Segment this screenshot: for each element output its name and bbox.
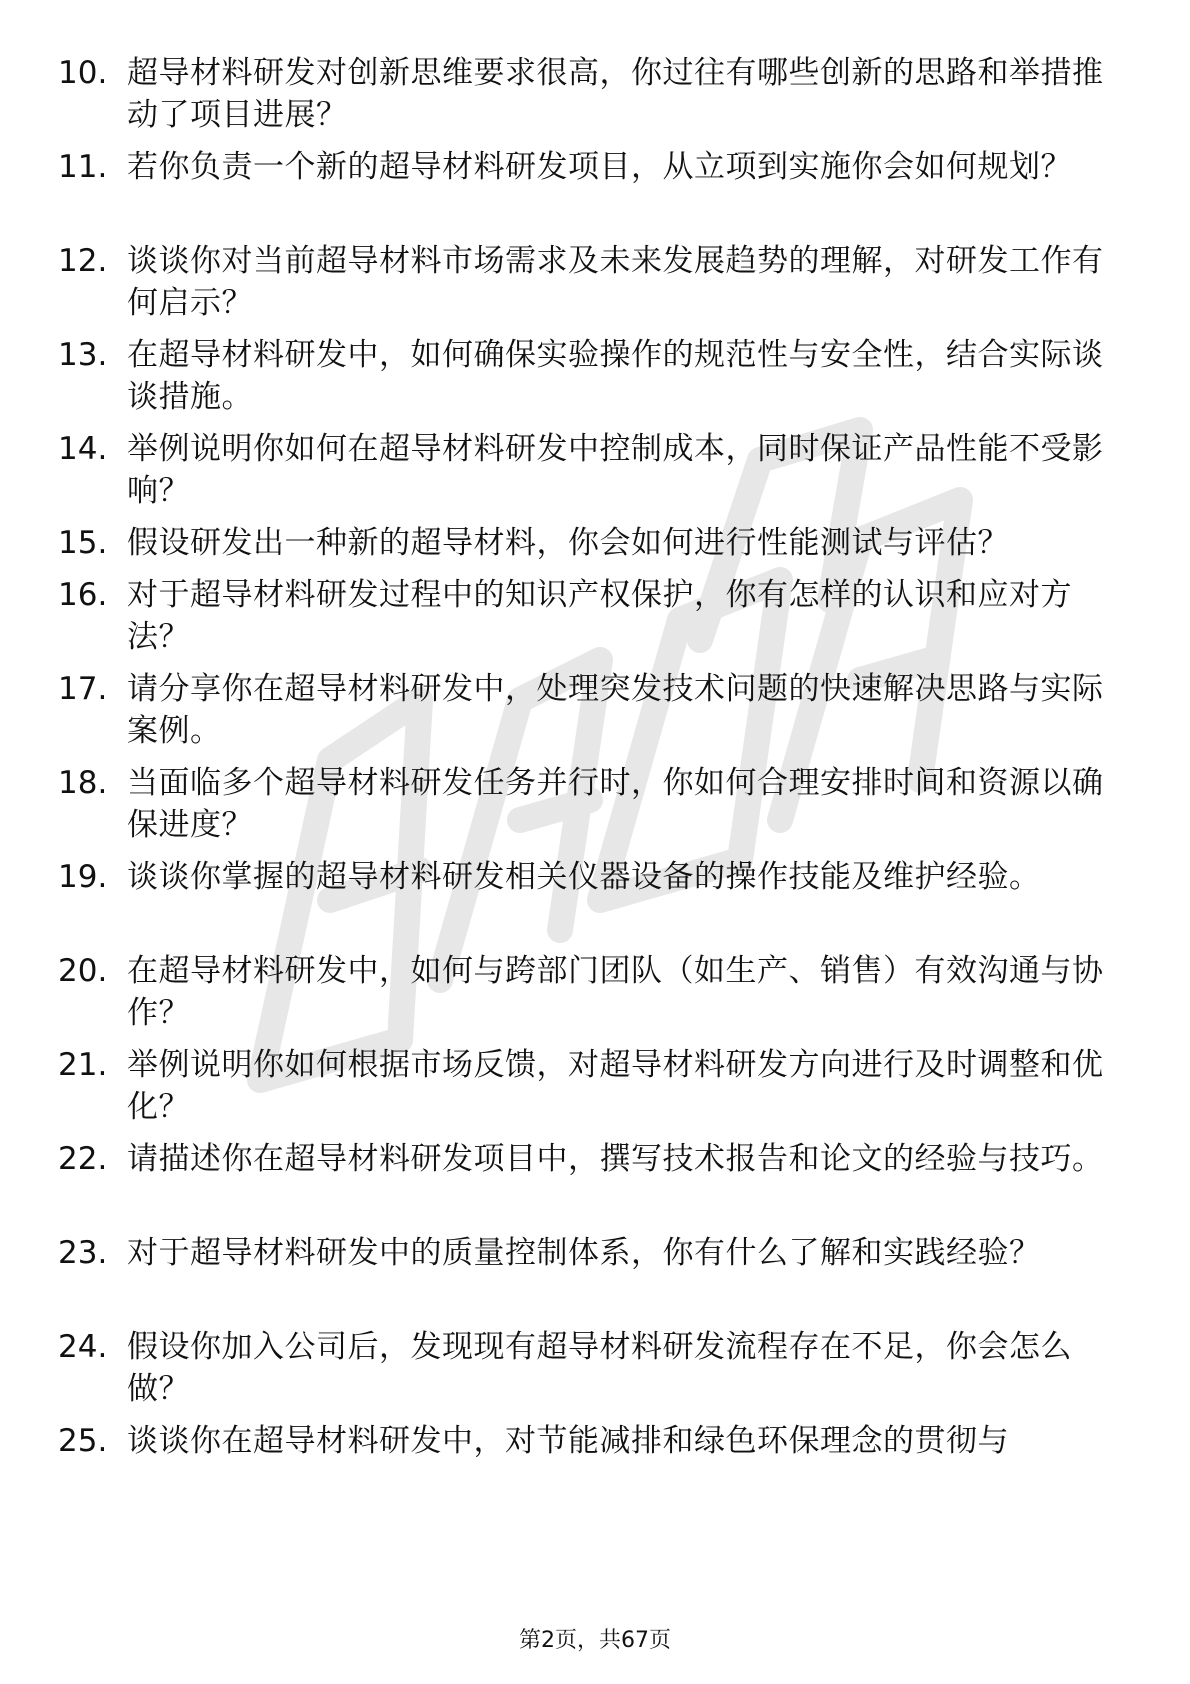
question-text: 在超导材料研发中，如何确保实验操作的规范性与安全性，结合实际谈谈措施。 [127, 337, 1104, 415]
question-item [0, 1044, 1190, 1138]
question-text: 谈谈你掌握的超导材料研发相关仪器设备的操作技能及维护经验。 [127, 859, 1041, 895]
question-number: 13. [58, 337, 108, 373]
question-text: 若你负责一个新的超导材料研发项目，从立项到实施你会如何规划？ [127, 149, 1072, 185]
question-text: 谈谈你对当前超导材料市场需求及未来发展趋势的理解，对研发工作有何启示？ [127, 243, 1104, 321]
question-text: 当面临多个超导材料研发任务并行时，你如何合理安排时间和资源以确保进度？ [127, 765, 1104, 843]
question-number: 11. [58, 149, 108, 185]
question-text: 请描述你在超导材料研发项目中，撰写技术报告和论文的经验与技巧。 [127, 1141, 1104, 1177]
question-text: 假设研发出一种新的超导材料，你会如何进行性能测试与评估？ [127, 525, 1009, 561]
question-number: 19. [58, 859, 108, 895]
question-text: 举例说明你如何在超导材料研发中控制成本，同时保证产品性能不受影响？ [127, 431, 1104, 509]
question-number: 12. [58, 243, 108, 279]
question-text: 请分享你在超导材料研发中，处理突发技术问题的快速解决思路与实际案例。 [127, 671, 1104, 749]
question-number: 14. [58, 431, 108, 467]
question-item [0, 1138, 1190, 1232]
question-text: 超导材料研发对创新思维要求很高，你过往有哪些创新的思路和举措推动了项目进展？ [127, 55, 1104, 133]
question-item [0, 146, 1190, 240]
question-text: 对于超导材料研发过程中的知识产权保护，你有怎样的认识和应对方法？ [127, 577, 1072, 655]
question-text: 假设你加入公司后，发现现有超导材料研发流程存在不足，你会怎么做？ [127, 1329, 1072, 1407]
question-number: 16. [58, 577, 108, 613]
question-number: 15. [58, 525, 108, 561]
question-list [0, 52, 1190, 1472]
question-number: 20. [58, 953, 108, 989]
question-item [0, 522, 1190, 574]
question-number: 18. [58, 765, 108, 801]
question-text: 对于超导材料研发中的质量控制体系，你有什么了解和实践经验？ [127, 1235, 1041, 1271]
question-number: 10. [58, 55, 108, 91]
question-number: 17. [58, 671, 108, 707]
question-item [0, 668, 1190, 762]
page-footer: 第2页，共67页 [519, 1628, 671, 1653]
question-item [0, 240, 1190, 334]
question-item [0, 1232, 1190, 1326]
question-text: 在超导材料研发中，如何与跨部门团队（如生产、销售）有效沟通与协作？ [127, 953, 1104, 1031]
question-item [0, 428, 1190, 522]
question-item [0, 762, 1190, 856]
question-item [0, 856, 1190, 950]
question-item [0, 1420, 1190, 1472]
question-item [0, 1326, 1190, 1420]
question-number: 25. [58, 1423, 108, 1459]
question-text: 举例说明你如何根据市场反馈，对超导材料研发方向进行及时调整和优化？ [127, 1047, 1104, 1125]
question-text: 谈谈你在超导材料研发中，对节能减排和绿色环保理念的贯彻与 [127, 1423, 1009, 1459]
question-item [0, 574, 1190, 668]
question-number: 22. [58, 1141, 108, 1177]
question-number: 24. [58, 1329, 108, 1365]
question-item [0, 950, 1190, 1044]
question-item [0, 52, 1190, 146]
question-number: 21. [58, 1047, 108, 1083]
question-number: 23. [58, 1235, 108, 1271]
question-item [0, 334, 1190, 428]
